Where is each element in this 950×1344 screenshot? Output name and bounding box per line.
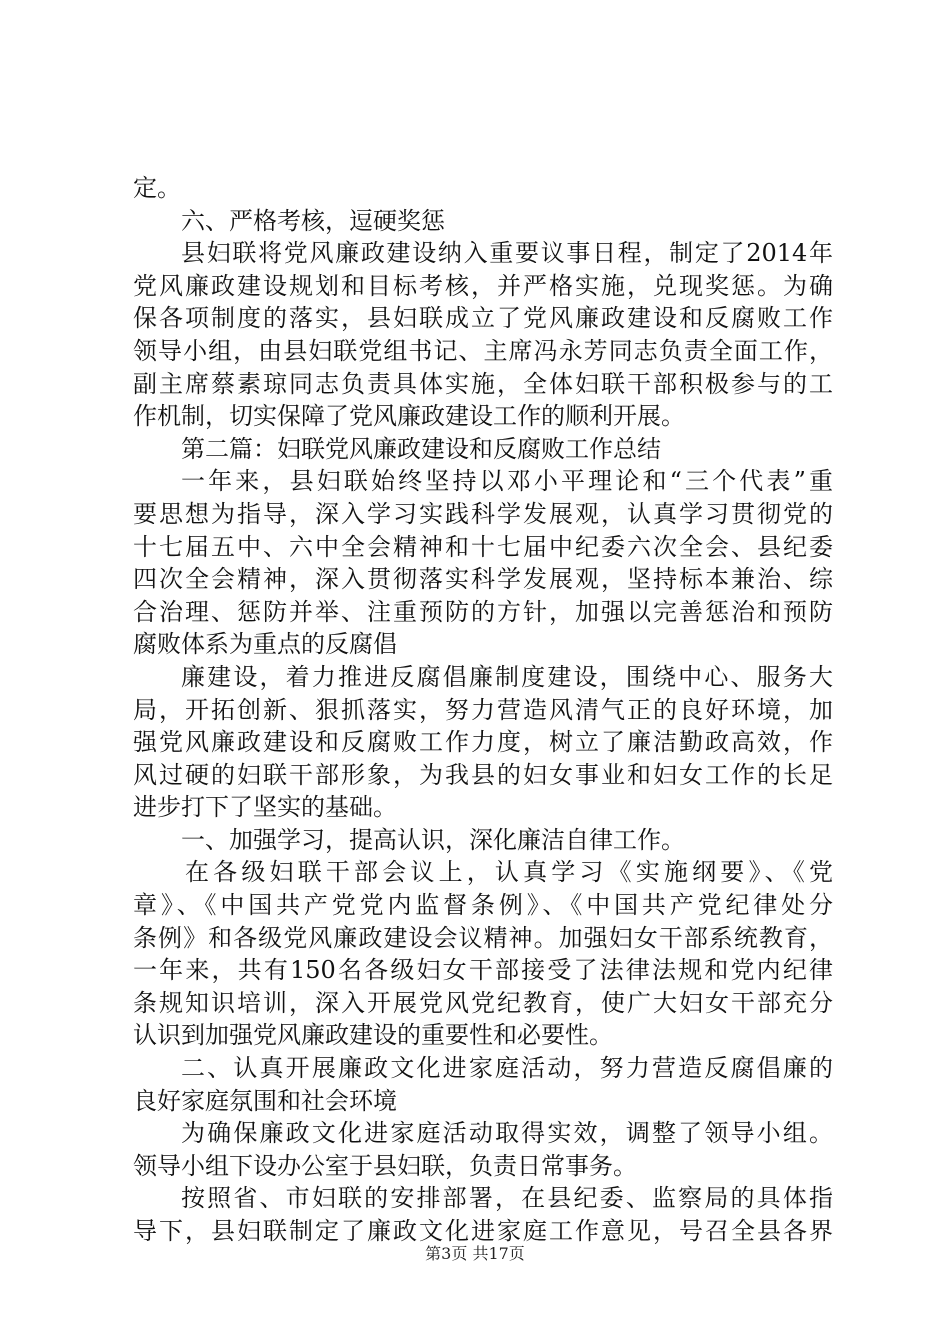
paragraph-line: 领导小组，由县妇联党组书记、主席冯永芳同志负责全面工作，: [133, 336, 833, 365]
paragraph-line: 定。: [133, 174, 181, 202]
paragraph-line: 按照省、市妇联的安排部署，在县纪委、监察局的具体指: [181, 1184, 833, 1213]
paragraph-line: 作机制，切实保障了党风廉政建设工作的顺利开展。: [133, 402, 685, 431]
section-heading: 良好家庭氛围和社会环境: [133, 1086, 397, 1115]
paragraph-line: 要思想为指导，深入学习实践科学发展观，认真学习贯彻党的: [133, 499, 833, 528]
document-body: [133, 172, 833, 1248]
paragraph-line: 局，开拓创新、狠抓落实，努力营造风清气正的良好环境，加: [133, 695, 833, 724]
paragraph-line: 一年来，县妇联始终坚持以邓小平理论和“三个代表”重: [181, 467, 833, 496]
paragraph-line: 十七届五中、六中全会精神和十七届中纪委六次全会、县纪委: [133, 532, 833, 561]
paragraph-line: 进步打下了坚实的基础。: [133, 793, 397, 822]
section-heading: 二、认真开展廉政文化进家庭活动，努力营造反腐倡廉的: [181, 1054, 833, 1083]
paragraph-line: 条规知识培训，深入开展党风党纪教育，使广大妇女干部充分: [133, 988, 833, 1017]
paragraph-line: 保各项制度的落实，县妇联成立了党风廉政建设和反腐败工作: [133, 304, 833, 333]
paragraph-line: 导下，县妇联制定了廉政文化进家庭工作意见，号召全县各界: [133, 1217, 833, 1245]
paragraph-line: 风过硬的妇联干部形象，为我县的妇女事业和妇女工作的长足: [133, 760, 833, 789]
paragraph-line: 强党风廉政建设和反腐败工作力度，树立了廉洁勤政高效，作: [133, 728, 833, 757]
paragraph-line: 认识到加强党风廉政建设的重要性和必要性。: [133, 1021, 613, 1050]
paragraph-line: 为确保廉政文化进家庭活动取得实效，调整了领导小组。: [181, 1119, 833, 1148]
paragraph-line: 四次全会精神，深入贯彻落实科学发展观，坚持标本兼治、综: [133, 565, 833, 594]
paragraph-line: 党风廉政建设规划和目标考核，并严格实施，兑现奖惩。为确: [133, 271, 833, 300]
paragraph-line: 腐败体系为重点的反腐倡: [133, 630, 397, 659]
paragraph-line: 县妇联将党风廉政建设纳入重要议事日程，制定了2014年: [181, 239, 833, 268]
paragraph-line: 副主席蔡素琼同志负责具体实施，全体妇联干部积极参与的工: [133, 369, 833, 398]
paragraph-line: 合治理、惩防并举、注重预防的方针，加强以完善惩治和预防: [133, 597, 833, 626]
paragraph-line: 章》、《中国共产党党内监督条例》、《中国共产党纪律处分: [133, 891, 833, 920]
paragraph-line: 一年来，共有150名各级妇女干部接受了法律法规和党内纪律: [133, 956, 833, 985]
section-heading: 六、严格考核，逗硬奖惩: [181, 206, 445, 235]
section-heading: 一、加强学习，提高认识，深化廉洁自律工作。: [181, 825, 685, 854]
section-heading: 第二篇：妇联党风廉政建设和反腐败工作总结: [181, 434, 661, 463]
paragraph-line: 廉建设，着力推进反腐倡廉制度建设，围绕中心、服务大: [181, 662, 833, 691]
paragraph-line: 条例》和各级党风廉政建设会议精神。加强妇女干部系统教育，: [133, 923, 833, 952]
paragraph-line: 在各级妇联干部会议上，认真学习《实施纲要》、《党: [185, 858, 833, 887]
paragraph-line: 领导小组下设办公室于县妇联，负责日常事务。: [133, 1151, 637, 1180]
page-number-footer: 第3页 共17页: [425, 1244, 525, 1263]
